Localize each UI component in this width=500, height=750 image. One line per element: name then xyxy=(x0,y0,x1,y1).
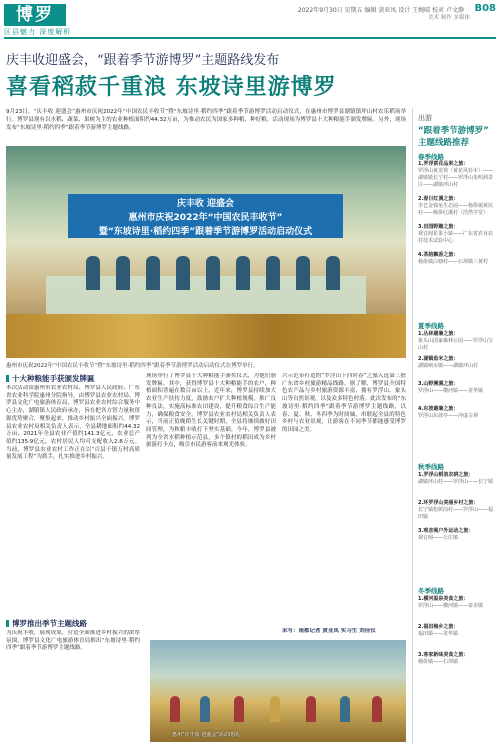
photo-figure xyxy=(86,256,100,290)
page-number: B08 xyxy=(474,3,496,14)
article-subheadline: 庆丰收迎盛会，“跟着季节游博罗”主题路线发布 xyxy=(6,53,280,68)
article-column-2: 现场举行了博罗县十大种粮能手颁奖仪式，为他们颁发牌匾。其中，获得博罗县十大种粮能手的农户，种植面积普遍在数百亩以上。近年来，博罗县持续加大农业生产扶持力度，鼓励农户扩大种植规模，推广良种良法，实施高标准农田建设，提升粮食综合生产能力，确保粮食安全。博罗县农业农村局相关负责人表示，当前正值晚稻生长关键时期，全县将继续做好田间管理，为秋粮丰收打下坚实基础。今年，博罗县被列为全省水稻种植示范县，多个镇村的稻田成为乡村旅游打卡点，吸引市民游客前来观光体验。 xyxy=(146,373,276,449)
route-body: 杨侨镇——石坝镇 xyxy=(418,659,459,665)
photo-banner-line: 暨“东坡诗里·稻约四季”跟着季节游博罗活动启动仪式 xyxy=(98,227,313,237)
route-body: 罗浮山黄龙观（黄花风铃木）——湖镇镇长宁村——罗浮山朱明洞景区——湖镇坪山村 xyxy=(418,168,494,188)
photo-rice-field xyxy=(6,314,406,358)
season-heading: 冬季线路 xyxy=(418,587,444,595)
article-column-3: 兴示范带打造的“罗浮山下四时春”之旅入选第三批广东省乡村旅游精品线路。据了解，博罗县全国特色农产品与乡村旅游资源丰富，拥有罗浮山、象头山等自然景观，以及众多特色村落。此次发布的“东坡诗里·稻约四季”跟着季节游博罗主题线路，以春、夏、秋、冬四季为时间轴，串联起全县的特色乡村与农业景观，让游客在不同季节都能感受博罗的田园之美。 xyxy=(282,373,406,433)
section-heading: 博罗推出季节主题线路 xyxy=(6,618,87,629)
season-heading: 秋季线路 xyxy=(418,463,444,471)
route-title: 4.东坡避暑之旅： xyxy=(418,406,459,412)
photo-figure xyxy=(170,696,180,722)
route-body: 罗浮山东坡亭——冲虚古观 xyxy=(418,413,479,419)
route-body: 李艺金钱龟生态园——杨侨镇黄坑村——杨侨红溪村（浩然学堂） xyxy=(418,203,494,216)
route-title: 3.山野溯溪之旅： xyxy=(418,381,459,387)
masthead xyxy=(0,0,500,42)
issue-info: 2022年9月30日 星期五 编辑 黄亚凤 设计 王婉晴 校对 卢文静 xyxy=(297,7,464,14)
route-title: 2.环罗浮山美丽乡村之旅： xyxy=(418,500,479,506)
byline: 采写：南都记者 黄亚凤 实习生 刘佳仪 xyxy=(282,628,376,634)
route-item xyxy=(418,472,496,486)
article-column-1b: 为庆祝丰收，展现成果，营造全面推进乡村振兴的浓厚氛围，博罗县文化广电旅游体育局推出“东坡诗里·稻约四季”跟着季节游博罗主题线路。 xyxy=(6,630,140,652)
route-item xyxy=(418,161,496,189)
route-item xyxy=(418,624,496,638)
route-body: 杨侨镇白塘村——石坝镇三黄村 xyxy=(418,259,489,265)
route-body: 观音阁——公庄镇 xyxy=(418,535,459,541)
article-headline: 喜看稻菽千重浪 东坡诗里游博罗 xyxy=(6,74,337,100)
photo-figure xyxy=(372,696,382,722)
route-item xyxy=(418,500,496,521)
photo-figure xyxy=(296,256,310,290)
route-body: 湖镇坪山村——罗浮山——长宁镇 xyxy=(418,479,494,485)
section-logo: 博罗 xyxy=(4,4,66,26)
photo-banner-line: 庆丰收 迎盛会 xyxy=(176,199,235,209)
route-title: 3.田园野趣之旅： xyxy=(418,224,459,230)
route-body: 罗浮山——横河镇——泰美镇 xyxy=(418,603,484,609)
season-heading: 春季线路 xyxy=(418,153,444,161)
photo-figure xyxy=(340,696,350,722)
photo-figure xyxy=(266,256,280,290)
photo-figure xyxy=(146,256,160,290)
route-body: 湖镇响水镇——湖镇坪山村 xyxy=(418,363,479,369)
route-body: 象头山国家森林公园——罗浮山宝山村 xyxy=(418,338,494,351)
photo-banner xyxy=(68,194,343,238)
photo-figure xyxy=(326,256,340,290)
photo-caption: 惠州市庆祝2022年“中国农民丰收节”暨“东坡诗里·稻约四季”跟着季节游博罗活动启动仪式在博罗举行。 xyxy=(6,363,259,369)
article-lead: 9月23日，“庆丰收 迎盛会”惠州市庆祝2022年“中国农民丰收节”暨“东坡诗里·稻约四季”跟着季节游博罗活动启动仪式，在惠州市博罗县湖镇镇坪山村农乐稻场举行。博罗县现有以水稻、蔬菜、果树为主的农业种植面积约44.32万亩，为推动农民为国家多种粮、种好粮，活动现场为博罗县十大种粮能手颁发牌匾。另外，现场发布“东坡诗里·稻约四季”跟着季节游博罗主题线路。 xyxy=(6,109,406,131)
sidebar-divider xyxy=(412,108,413,744)
photo-figure xyxy=(200,696,210,722)
route-title: 3.客家新味美食之旅： xyxy=(418,652,469,658)
route-title: 3.观音阁户外运动之旅： xyxy=(418,528,474,534)
route-title: 1.罗浮赏花品果之旅： xyxy=(418,161,469,167)
route-title: 4.茶韵飘香之旅： xyxy=(418,252,459,258)
photo-figure xyxy=(116,256,130,290)
photo-figure xyxy=(270,696,280,722)
event-photo-caption: 惠州“庆丰收 迎盛会”活动现场。 xyxy=(172,732,244,738)
route-item xyxy=(418,196,496,217)
photo-figure xyxy=(206,256,220,290)
route-title: 2.春日红溪之旅： xyxy=(418,196,459,202)
route-item xyxy=(418,356,496,370)
article-column-1: 本次活动由惠州市农业农村局、博罗县人民政府、广东省农业科学院惠州分院指导，由博罗县农业农村局、博罗县文化广电旅游体育局、博罗县农业农村综合服务中心主办，湖镇镇人民政府承办，旨在把各方智力量和资源优势聚合，聚集起来，推动乡村振兴全面振兴。博罗县农业农村局相关负责人表示，全县耕地面积约44.32万亩，2021年全县农业产值约141.3亿元，农业总产值约135.9亿元，农村居民人均可支配收入2.8万元。当前，博罗县农业农村工作正在以“百县千镇万村高质量发展工程”为抓手，扎实推进乡村振兴。 xyxy=(6,385,140,461)
route-item xyxy=(418,381,496,395)
route-title: 1.横河温泉美食之旅： xyxy=(418,596,469,602)
photo-figure xyxy=(234,696,244,722)
route-item xyxy=(418,406,496,420)
photo-figure xyxy=(306,696,316,722)
photo-figure xyxy=(236,256,250,290)
route-body: 观音阁花果小镇——广东省农业农村技术试验中心 xyxy=(418,231,494,244)
route-item xyxy=(418,331,496,352)
sidebar-title: 主题线路推荐 xyxy=(418,138,470,148)
route-item xyxy=(418,596,496,610)
main-photo xyxy=(6,146,406,358)
sidebar-title: “跟着季节游博罗” xyxy=(418,126,489,136)
season-heading: 夏季线路 xyxy=(418,322,444,330)
sidebar-kicker: 出游 xyxy=(418,114,432,122)
route-title: 1.罗浮山稻浪农耕之旅： xyxy=(418,472,474,478)
route-item xyxy=(418,528,496,542)
photo-banner-line: 惠州市庆祝2022年“中国农民丰收节” xyxy=(128,213,283,223)
event-photo xyxy=(150,640,406,742)
route-item xyxy=(418,652,496,666)
route-title: 2.湖镇鱼米之旅： xyxy=(418,356,459,362)
section-heading: 十大种粮能手获颁发牌匾 xyxy=(6,373,95,384)
masthead-divider xyxy=(4,37,496,39)
editor-credits: 美术 制作 多媒体 xyxy=(428,15,470,21)
route-title: 2.福田梅乡之旅： xyxy=(418,624,459,630)
route-body: 罗浮山——横河镇——龙华镇 xyxy=(418,388,484,394)
route-title: 1.丛林避暑之旅： xyxy=(418,331,459,337)
route-body: 福田镇——龙华镇 xyxy=(418,631,459,637)
photo-figure xyxy=(176,256,190,290)
route-body: 长宁镇松树岗村——罗浮山——福田镇 xyxy=(418,507,494,520)
section-slogan: 区县魅力 深度解析 xyxy=(4,28,72,36)
route-item xyxy=(418,252,496,266)
route-item xyxy=(418,224,496,245)
